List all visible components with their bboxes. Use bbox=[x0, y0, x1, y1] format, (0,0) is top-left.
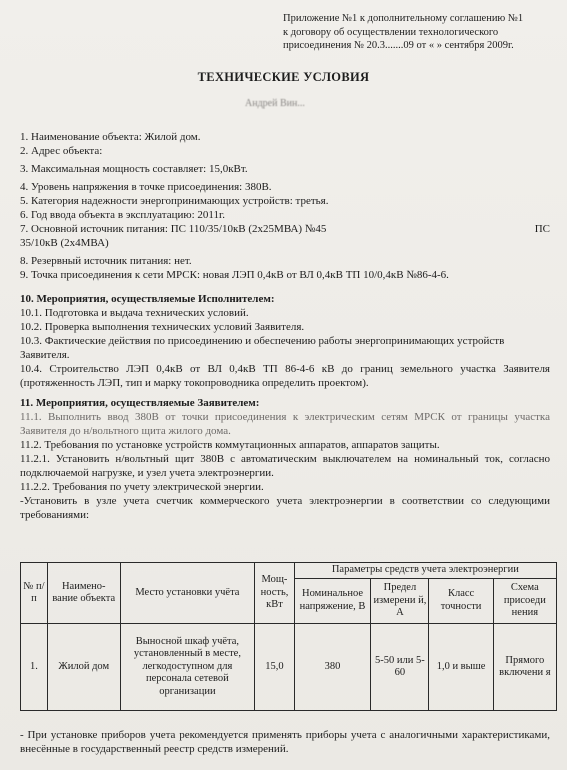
section-11-2-2-install: -Установить в узле учета счетчик коммерческого учета электроэнергии в соответствии со следующими требованиями: bbox=[20, 495, 550, 521]
section-10-1: 10.1. Подготовка и выдача технических условий. bbox=[20, 307, 249, 319]
table-row bbox=[21, 624, 557, 711]
header-accuracy-class: Класс точности bbox=[429, 578, 493, 624]
item-7-main: 7. Основной источник питания: ПС 110/35/10кВ (2х25МВА) №45 bbox=[20, 223, 327, 235]
annex-line-3: присоединения № 20.3.......09 от « » сентября 2009г. bbox=[283, 40, 514, 51]
section-11-2-2: 11.2.2. Требования по учету электрической энергии. bbox=[20, 481, 264, 493]
section-10-heading: 10. Мероприятия, осуществляемые Исполнителем: bbox=[20, 293, 275, 305]
header-object-name: Наимено-вание объекта bbox=[47, 563, 120, 624]
header-parameters: Параметры средств учета электроэнергии bbox=[294, 563, 556, 579]
item-9: 9. Точка присоединения к сети МРСК: новая ЛЭП 0,4кВ от ВЛ 0,4кВ ТП 10/0,4кВ №86-4-6. bbox=[20, 269, 449, 281]
header-voltage: Номинальное напряжение, В bbox=[294, 578, 371, 624]
item-7-ps: ПС bbox=[534, 223, 550, 235]
section-11-1: 11.1. Выполнить ввод 380В от точки присоединения к электрическим сетям МРСК от границы участка Заявителя до н/вольтного щита жилого дома. bbox=[20, 411, 550, 437]
cell-object-name: Жилой дом bbox=[47, 624, 120, 711]
cell-voltage: 380 bbox=[294, 624, 371, 711]
header-limit: Предел измерени й, А bbox=[371, 578, 429, 624]
section-10-4: 10.4. Строительство ЛЭП 0,4кВ от ВЛ 0,4кВ ТП 86-4-6 кВ до границ земельного участка Заявителя (протяженность ЛЭП, тип и марку токопроводника определить проектом). bbox=[20, 363, 550, 389]
section-10-3: 10.3. Фактические действия по присоединению и обеспечению работы энергопринимающих устройств Заявителя. bbox=[20, 335, 505, 361]
cell-power: 15,0 bbox=[255, 624, 294, 711]
header-install-place: Место установки учёта bbox=[120, 563, 255, 624]
section-11-heading: 11. Мероприятия, осуществляемые Заявителем: bbox=[20, 397, 260, 409]
item-3: 3. Максимальная мощность составляет: 15,0кВт. bbox=[20, 163, 248, 175]
section-10-2: 10.2. Проверка выполнения технических условий Заявителя. bbox=[20, 321, 305, 333]
annex-line-2: к договору об осуществлении технологического bbox=[283, 26, 499, 38]
item-2: 2. Адрес объекта: bbox=[20, 145, 103, 157]
document-title: ТЕХНИЧЕСКИЕ УСЛОВИЯ bbox=[197, 70, 370, 84]
item-1: 1. Наименование объекта: Жилой дом. bbox=[20, 131, 201, 143]
item-6: 6. Год ввода объекта в эксплуатацию: 2011г. bbox=[20, 209, 225, 221]
section-11-2-1: 11.2.1. Установить н/вольтный щит 380В с автоматическим выключателем на номинальный ток, согласно подключаемой нагрузке, и узел учета электроэнергии. bbox=[20, 453, 550, 479]
annex-header bbox=[283, 12, 563, 53]
cell-number: 1. bbox=[21, 624, 48, 711]
metering-requirements-table bbox=[20, 562, 557, 711]
section-11-2: 11.2. Требования по установке устройств коммутационных аппаратов, аппаратов защиты. bbox=[20, 439, 440, 451]
header-power: Мощ-ность, кВт bbox=[255, 563, 294, 624]
footnote: - При установке приборов учета рекомендуется применять приборы учета с аналогичными характеристиками, внесённые в государственный реестр средств измерений. bbox=[20, 729, 550, 755]
annex-line-1: Приложение №1 к дополнительному соглашению №1 bbox=[283, 13, 524, 24]
cell-connection-scheme: Прямого включени я bbox=[493, 624, 556, 711]
item-4: 4. Уровень напряжения в точке присоединения: 380В. bbox=[20, 181, 272, 193]
cell-install-place: Выносной шкаф учёта, установленный в месте, легкодоступном для персонала сетевой организации bbox=[120, 624, 255, 711]
cell-limit: 5-50 или 5-60 bbox=[371, 624, 429, 711]
header-connection-scheme: Схема присоеди нения bbox=[493, 578, 556, 624]
item-5: 5. Категория надежности энергопринимающих устройств: третья. bbox=[20, 195, 329, 207]
redacted-name: Андрей Вин... bbox=[245, 98, 305, 109]
item-8: 8. Резервный источник питания: нет. bbox=[20, 255, 192, 267]
cell-accuracy-class: 1,0 и выше bbox=[429, 624, 493, 711]
item-7 bbox=[20, 222, 550, 236]
item-7-continued: 35/10кВ (2х4МВА) bbox=[20, 237, 109, 249]
conditions-list bbox=[20, 130, 550, 522]
header-number: № п/п bbox=[21, 563, 48, 624]
